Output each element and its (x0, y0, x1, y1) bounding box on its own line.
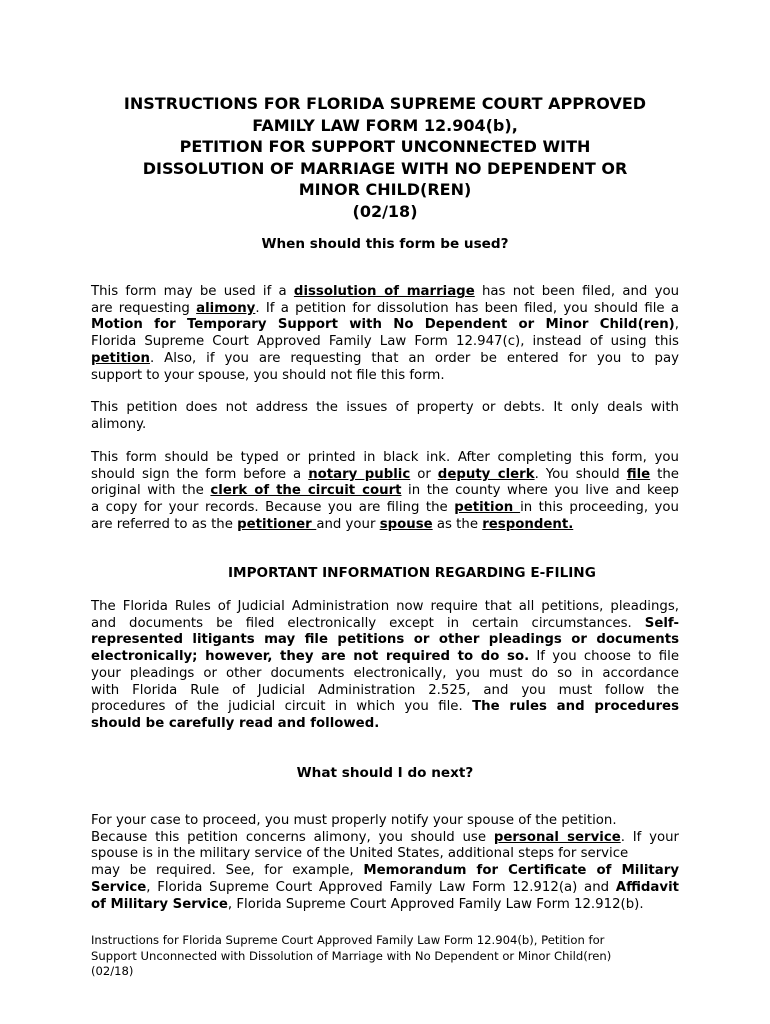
paragraph-efiling (91, 599, 679, 733)
text-line: support to your spouse, you should not file this form. (91, 367, 445, 383)
text-line: Service, Florida Supreme Court Approved Family Law Form 12.912(a) and Affidavit (91, 879, 679, 895)
title-line: INSTRUCTIONS FOR FLORIDA SUPREME COURT APPROVED (123, 94, 647, 113)
paragraph-scope (91, 400, 679, 433)
title-line: FAMILY LAW FORM 12.904(b), (252, 115, 518, 135)
form-affidavit-military: Affidavit (615, 879, 679, 895)
text-line: original with the clerk of the circuit court in the county where you live and keep (91, 483, 679, 499)
text-line: of Military Service, Florida Supreme Court Approved Family Law Form 12.912(b). (91, 896, 644, 912)
footer-line: (02/18) (91, 964, 134, 978)
term-petitioner: petitioner (237, 516, 317, 532)
form-motion-temporary-support: Motion for Temporary Support with No Dependent or Minor Child(ren) (91, 317, 675, 333)
text-line: your pleadings or other documents electronically, you must do so in accordance (91, 665, 679, 681)
heading-when-to-use: When should this form be used? (261, 236, 509, 252)
title-line: MINOR CHILD(REN) (298, 180, 472, 199)
text-line: represented litigants may file petitions or other pleadings or documents (91, 632, 679, 648)
footer-line: Instructions for Florida Supreme Court Approved Family Law Form 12.904(b), Petition for (91, 933, 605, 947)
title-line: PETITION FOR SUPPORT UNCONNECTED WITH (179, 137, 591, 156)
term-alimony: alimony (196, 300, 256, 316)
text-line: a copy for your records. Because you are filing the petition in this proceeding, you (91, 500, 679, 516)
text-line: This form should be typed or printed in black ink. After completing this form, you (91, 450, 679, 465)
term-respondent: respondent. (482, 516, 574, 532)
title-line: DISSOLUTION OF MARRIAGE WITH NO DEPENDENT OR (142, 158, 628, 178)
text-line: electronically; however, they are not required to do so. If you choose to file (91, 649, 679, 665)
text-line: with Florida Rule of Judicial Administration 2.525, and you must follow the (91, 682, 679, 698)
paragraph-filing (91, 450, 679, 534)
paragraph-next-steps (91, 813, 679, 913)
text-line: The Florida Rules of Judicial Administration now require that all petitions, pleadings, (91, 599, 679, 614)
text-line: should be carefully read and followed. (91, 715, 380, 731)
term-file: file (626, 466, 651, 482)
text-line: and documents be filed electronically except in certain circumstances. Self- (91, 615, 679, 631)
document-title (80, 93, 690, 222)
term-petition: petition (454, 500, 521, 516)
term-deputy-clerk: deputy clerk (437, 466, 535, 482)
text-line: Florida Supreme Court Approved Family Law Form 12.947(c), instead of using this (91, 334, 679, 350)
page-footer (91, 933, 691, 980)
text-line: For your case to proceed, you must properly notify your spouse of the petition. (91, 813, 617, 828)
paragraph-when-to-use (91, 284, 679, 384)
term-personal-service: personal service (493, 829, 621, 845)
title-line: (02/18) (352, 201, 418, 221)
term-spouse: spouse (379, 516, 433, 532)
text-line: Because this petition concerns alimony, you should use personal service. If your (91, 829, 680, 845)
form-memorandum-military: Memorandum for Certificate of Military (363, 863, 679, 879)
text-line: This petition does not address the issues of property or debts. It only deals with (91, 400, 679, 415)
text-line: petition. Also, if you are requesting that an order be entered for you to pay (91, 350, 679, 366)
term-petition: petition (91, 350, 150, 366)
text-line: may be required. See, for example, Memorandum for Certificate of Military (91, 863, 679, 879)
text-line: procedures of the judicial circuit in which you file. The rules and procedures (91, 699, 679, 715)
text-line: are referred to as the petitioner and your spouse as the respondent. (91, 516, 574, 532)
term-notary-public: notary public (308, 466, 411, 482)
term-dissolution-of-marriage: dissolution of marriage (293, 284, 475, 299)
text-line: Motion for Temporary Support with No Dependent or Minor Child(ren), (91, 317, 679, 333)
term-clerk-of-circuit-court: clerk of the circuit court (210, 483, 402, 499)
text-line: are requesting alimony. If a petition for dissolution has been filed, you should file a (91, 300, 679, 316)
text-line: should sign the form before a notary public or deputy clerk. You should file the (91, 466, 679, 482)
heading-efiling: IMPORTANT INFORMATION REGARDING E-FILING (228, 565, 596, 581)
text-line: alimony. (91, 416, 147, 432)
footer-line: Support Unconnected with Dissolution of Marriage with No Dependent or Minor Child(ren) (91, 948, 612, 963)
text-line: This form may be used if a dissolution of marriage has not been filed, and you (91, 284, 680, 299)
heading-what-next: What should I do next? (296, 765, 474, 781)
text-line: spouse is in the military service of the United States, additional steps for service (91, 846, 629, 862)
